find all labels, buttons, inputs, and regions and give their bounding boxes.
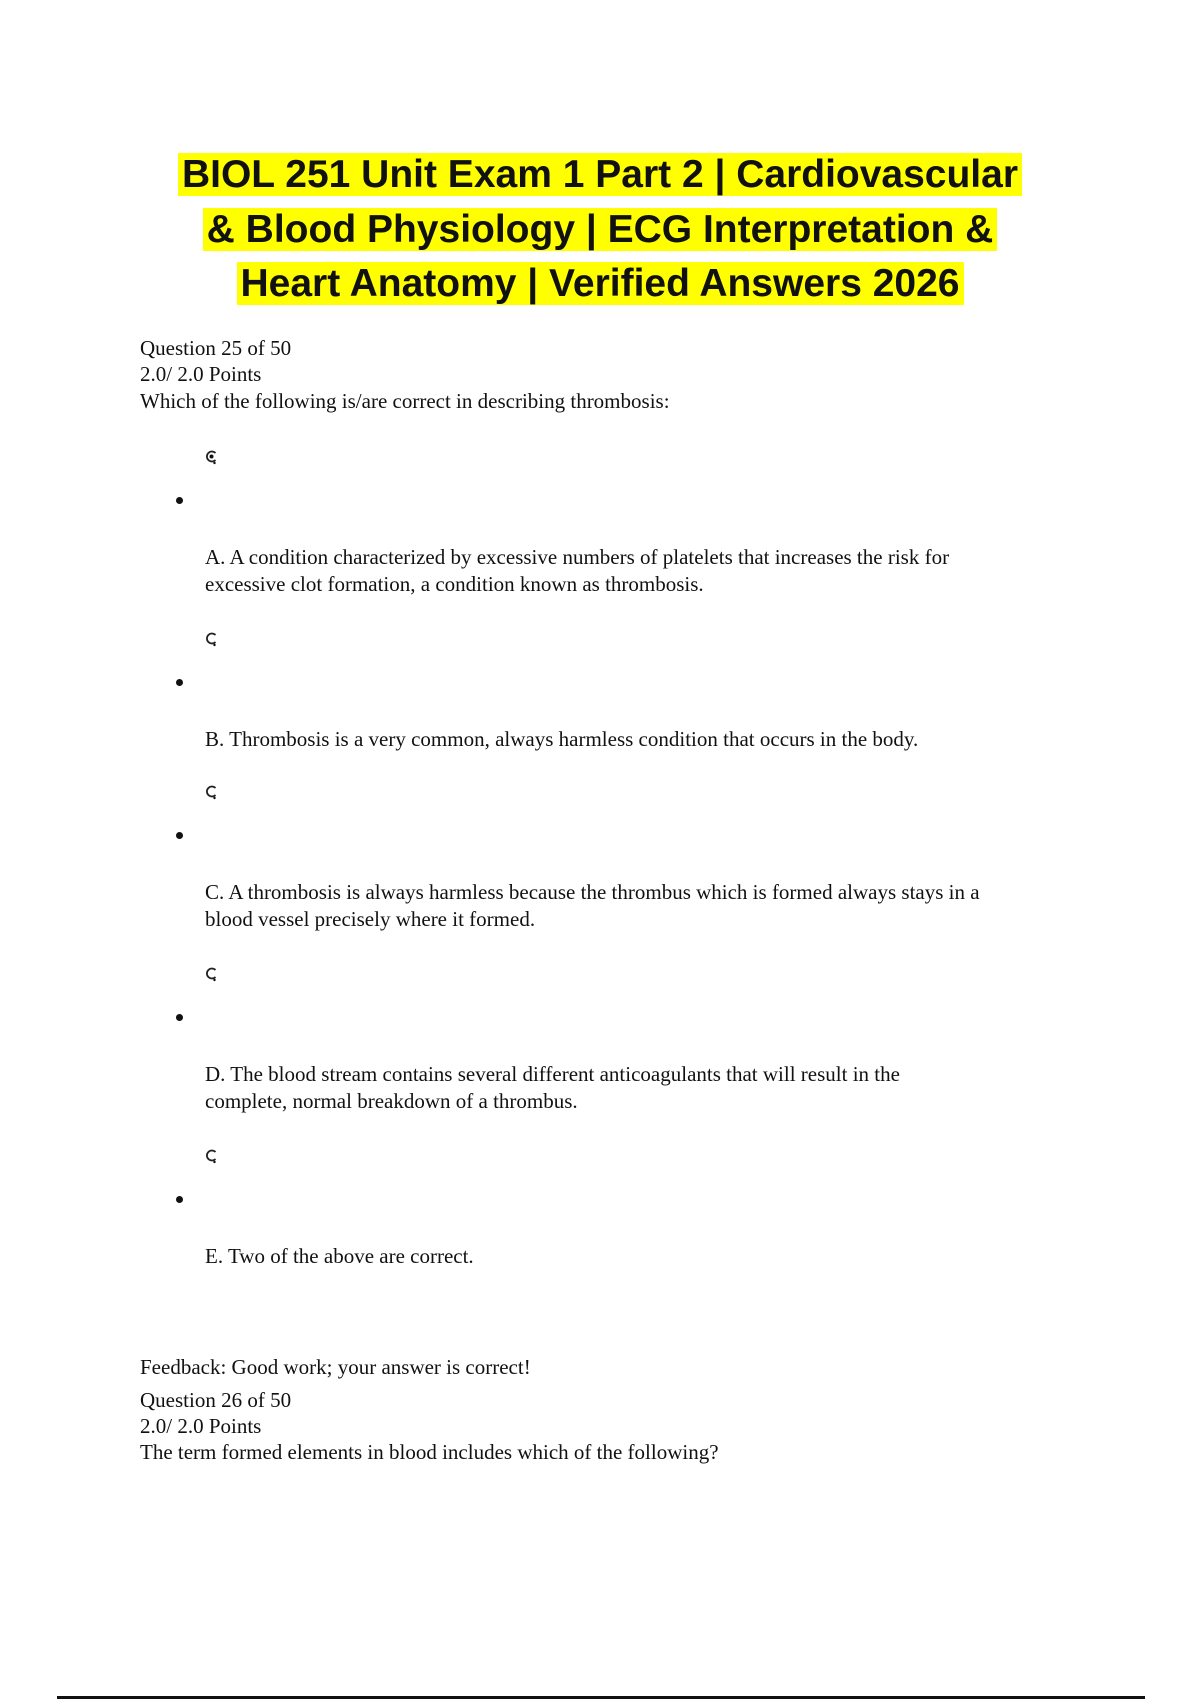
question-25-number: Question 25 of 50 [140, 336, 292, 360]
question-25-prompt: Which of the following is/are correct in describing thrombosis: [140, 389, 670, 413]
bullet-icon [176, 832, 183, 839]
answer-radio-d[interactable] [205, 967, 218, 980]
question-25-points: 2.0/ 2.0 Points [140, 362, 262, 386]
answer-option-e[interactable]: E. Two of the above are correct. [205, 1244, 474, 1268]
answer-option-b[interactable]: B. Thrombosis is a very common, always harmless condition that occurs in the body. [205, 727, 919, 751]
question-26-points: 2.0/ 2.0 Points [140, 1414, 262, 1438]
bullet-icon [176, 1014, 183, 1021]
title-line-3: Heart Anatomy | Verified Answers 2026 [237, 262, 964, 305]
answer-option-a[interactable]: A. A condition characterized by excessive numbers of platelets that increases the risk for excessive clot formation, a condition known as thrombosis. [205, 545, 950, 596]
question-26-number: Question 26 of 50 [140, 1388, 292, 1412]
title-line-1: BIOL 251 Unit Exam 1 Part 2 | Cardiovascular [178, 153, 1022, 196]
page-bottom-rule [57, 1696, 1145, 1699]
answer-radio-b[interactable] [205, 632, 218, 645]
answer-radio-c[interactable] [205, 785, 218, 798]
bullet-icon [176, 497, 183, 504]
answer-radio-a[interactable] [205, 450, 218, 463]
bullet-icon [176, 679, 183, 686]
answer-option-c[interactable]: C. A thrombosis is always harmless because the thrombus which is formed always stays in a blood vessel precisely where it formed. [205, 880, 980, 931]
question-25-feedback: Feedback: Good work; your answer is correct! [140, 1355, 531, 1379]
document-title [0, 148, 1200, 312]
answer-option-d[interactable]: D. The blood stream contains several different anticoagulants that will result in the complete, normal breakdown of a thrombus. [205, 1062, 900, 1113]
bullet-icon [176, 1196, 183, 1203]
answer-radio-e[interactable] [205, 1149, 218, 1162]
question-26-prompt: The term formed elements in blood includes which of the following? [140, 1440, 719, 1464]
title-line-2: & Blood Physiology | ECG Interpretation & [203, 208, 998, 251]
